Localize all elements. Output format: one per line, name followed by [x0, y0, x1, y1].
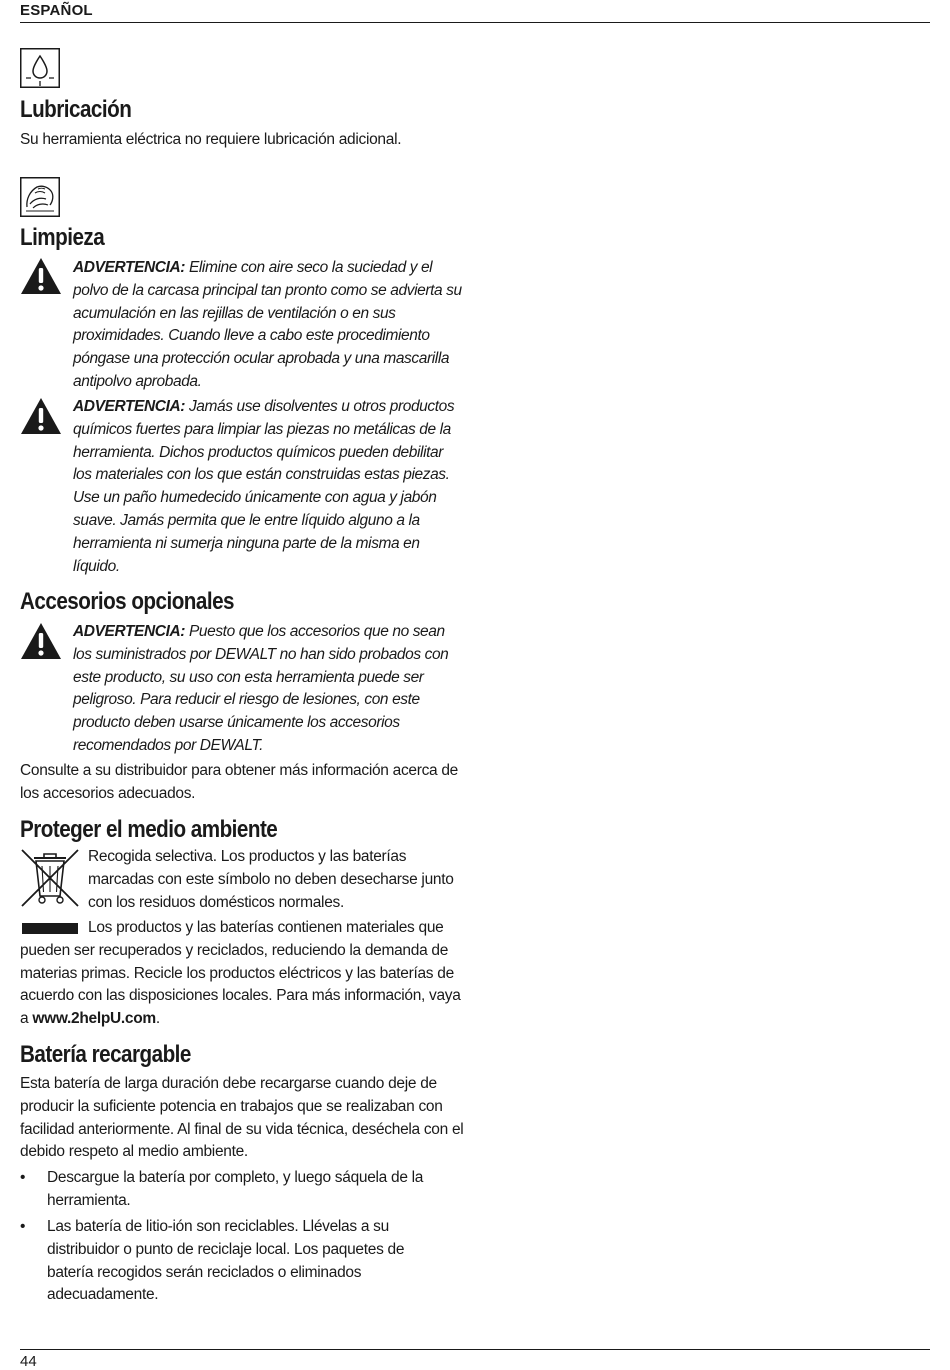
warning-triangle-icon [20, 256, 62, 296]
environment-text-1: Recogida selectiva. Los productos y las baterías marcadas con este símbolo no deben desecharse junto con los residuos domésticos normales. [88, 848, 454, 911]
cleaning-warning-1 [73, 257, 463, 394]
environment-title: Proteger el medio ambiente [20, 816, 278, 843]
warning-text: Puesto que los accesorios que no sean los suministrados por DEWALT no han sido probados con este producto, su uso con esta herramienta puede ser peligroso. Para reducir el riesgo de lesiones, con este producto deben usarse únicamente los accesorios recomendados por DEWALT. [73, 623, 449, 754]
page-language-label: ESPAÑOL [20, 2, 93, 19]
accessories-title: Accesorios opcionales [20, 588, 235, 615]
warning-label: ADVERTENCIA: [73, 398, 186, 415]
cleaning-warning-2 [73, 396, 463, 578]
oil-drop-icon [20, 48, 60, 88]
crossed-out-bin-icon [20, 848, 80, 912]
bullet-icon: • [20, 1169, 26, 1186]
accessories-text: Consulte a su distribuidor para obtener más información acerca de los accesorios adecuados. [20, 762, 458, 802]
help-website-link[interactable]: www.2helpU.com [32, 1010, 156, 1028]
cleaning-title: Limpieza [20, 224, 105, 251]
environment-text-2 [20, 917, 465, 1031]
page-number: 44 [20, 1353, 37, 1370]
cleaning-hands-icon [20, 177, 60, 217]
battery-title: Batería recargable [20, 1041, 191, 1068]
warning-triangle-icon [20, 621, 62, 661]
warning-text: Jamás use disolventes u otros productos químicos fuertes para limpiar las piezas no metálicas de la herramienta. Dichos productos químicos pueden debilitar los materiales con los que están construidas estas piezas. Use un paño humedecido únicamente con agua y jabón suave. Jamás permita que le entre líquido alguno a la herramienta ni sumerja ninguna parte de la misma en líquido. [73, 398, 455, 575]
warning-label: ADVERTENCIA: [73, 259, 186, 276]
header-divider [20, 22, 930, 23]
environment-text-2-body: Los productos y las baterías contienen materiales que pueden ser recuperados y reciclados, reduciendo la demanda de materias primas. Recicle los productos eléctricos y las baterías de acuerdo con las disposiciones locales. Para más información, vaya a [20, 919, 461, 1028]
battery-text: Esta batería de larga duración debe recargarse cuando deje de producir la suficiente potencia en trabajos que se realizaban con facilidad anteriormente. Al final de su vida técnica, deséchela con el debido respeto al medio ambiente. [20, 1075, 464, 1161]
warning-text: Elimine con aire seco la suciedad y el polvo de la carcasa principal tan pronto como se advierta su acumulación en las rejillas de ventilación o en sus proximidades. Cuando lleve a cabo este procedimiento póngase una protección ocular aprobada y una mascarilla antipolvo aprobada. [73, 259, 462, 390]
list-item-text: Descargue la batería por completo, y luego sáquela de la herramienta. [47, 1169, 424, 1209]
bullet-icon: • [20, 1218, 26, 1235]
footer-divider [20, 1349, 930, 1350]
environment-text-2-end: . [155, 1010, 160, 1028]
list-item-text: Las batería de litio-ión son reciclables. Llévelas a su distribuidor o punto de reciclaje local. Los paquetes de batería recogidos serán reciclados o eliminados adecuadamente. [47, 1218, 405, 1304]
warning-label: ADVERTENCIA: [73, 623, 186, 640]
warning-triangle-icon [20, 396, 62, 436]
accessories-warning [73, 621, 463, 758]
lubrication-text: Su herramienta eléctrica no requiere lubricación adicional. [20, 131, 402, 148]
lubrication-title: Lubricación [20, 96, 132, 123]
